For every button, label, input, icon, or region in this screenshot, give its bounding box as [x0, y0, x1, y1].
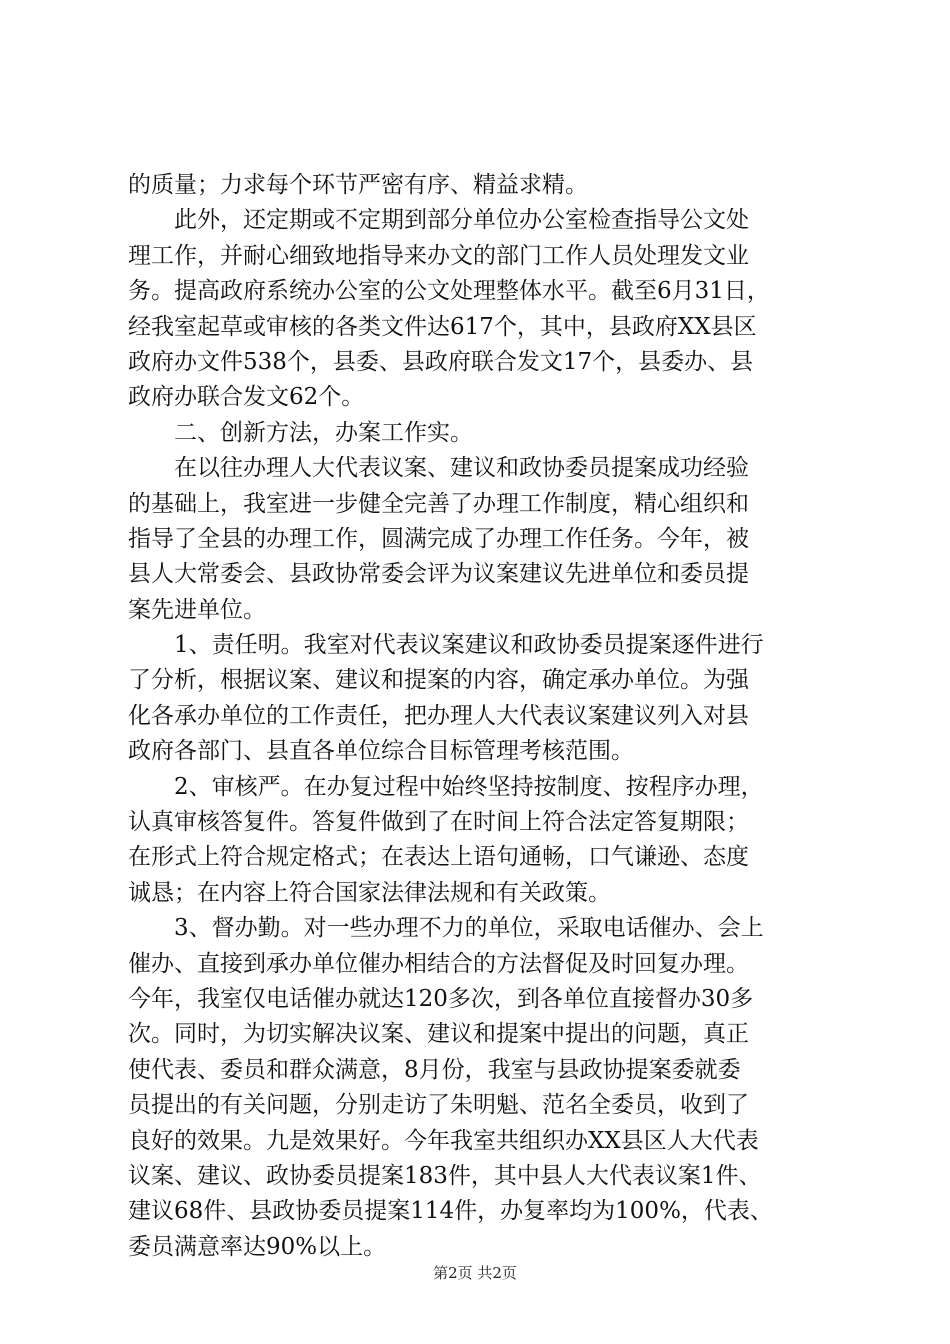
text-line: 次。同时，为切实解决议案、建议和提案中提出的问题，真正	[128, 1021, 749, 1048]
text-line: 建议68件、县政协委员提案114件，办复率均为100%，代表、	[128, 1198, 773, 1225]
text-line: 员提出的有关问题，分别走访了朱明魁、范名全委员，收到了	[128, 1092, 749, 1119]
text-line: 使代表、委员和群众满意，8月份，我室与县政协提案委就委	[128, 1056, 741, 1083]
text-line: 1、责任明。我室对代表议案建议和政协委员提案逐件进行	[128, 632, 764, 659]
text-line: 案先进单位。	[128, 596, 266, 623]
text-line: 了分析，根据议案、建议和提案的内容，确定承办单位。为强	[128, 667, 749, 694]
text-line: 经我室起草或审核的各类文件达617个，其中，县政府XX县区	[128, 313, 757, 340]
page-number: 第2页 共2页	[433, 1264, 517, 1282]
text-line: 今年，我室仅电话催办就达120多次，到各单位直接督办30多	[128, 985, 754, 1012]
section-heading: 二、创新方法，办案工作实。	[128, 419, 473, 446]
text-line: 在形式上符合规定格式；在表达上语句通畅，口气谦逊、态度	[128, 844, 749, 871]
text-line: 政府各部门、县直各单位综合目标管理考核范围。	[128, 738, 634, 765]
text-line: 在以往办理人大代表议案、建议和政协委员提案成功经验	[128, 455, 749, 482]
text-line: 催办、直接到承办单位催办相结合的方法督促及时回复办理。	[128, 950, 749, 977]
text-line: 指导了全县的办理工作，圆满完成了办理工作任务。今年，被	[128, 525, 749, 552]
text-line: 3、督办勤。对一些办理不力的单位，采取电话催办、会上	[128, 915, 764, 942]
text-line: 务。提高政府系统办公室的公文处理整体水平。截至6月31日，	[128, 278, 770, 305]
text-line: 良好的效果。九是效果好。今年我室共组织办XX县区人大代表	[128, 1127, 759, 1154]
text-line: 化各承办单位的工作责任，把办理人大代表议案建议列入对县	[128, 702, 749, 729]
text-line: 2、审核严。在办复过程中始终坚持按制度、按程序办理，	[128, 773, 764, 800]
page-footer	[0, 1262, 950, 1283]
text-line: 议案、建议、政协委员提案183件，其中县人大代表议案1件、	[128, 1162, 762, 1189]
text-line: 的质量；力求每个环节严密有序、精益求精。	[128, 172, 588, 198]
text-line: 政府办文件538个，县委、县政府联合发文17个，县委办、县	[128, 348, 754, 375]
text-line: 县人大常委会、县政协常委会评为议案建议先进单位和委员提	[128, 561, 749, 588]
text-line: 委员满意率达90%以上。	[128, 1233, 387, 1260]
text-line: 认真审核答复件。答复件做到了在时间上符合法定答复期限；	[128, 809, 749, 836]
text-line: 理工作，并耐心细致地指导来办文的部门工作人员处理发文业	[128, 242, 749, 269]
text-line: 政府办联合发文62个。	[128, 384, 365, 411]
text-line: 此外，还定期或不定期到部分单位办公室检查指导公文处	[128, 207, 749, 234]
document-body	[128, 168, 828, 1265]
text-line: 诚恳；在内容上符合国家法律法规和有关政策。	[128, 879, 611, 906]
text-line: 的基础上，我室进一步健全完善了办理工作制度，精心组织和	[128, 490, 749, 517]
